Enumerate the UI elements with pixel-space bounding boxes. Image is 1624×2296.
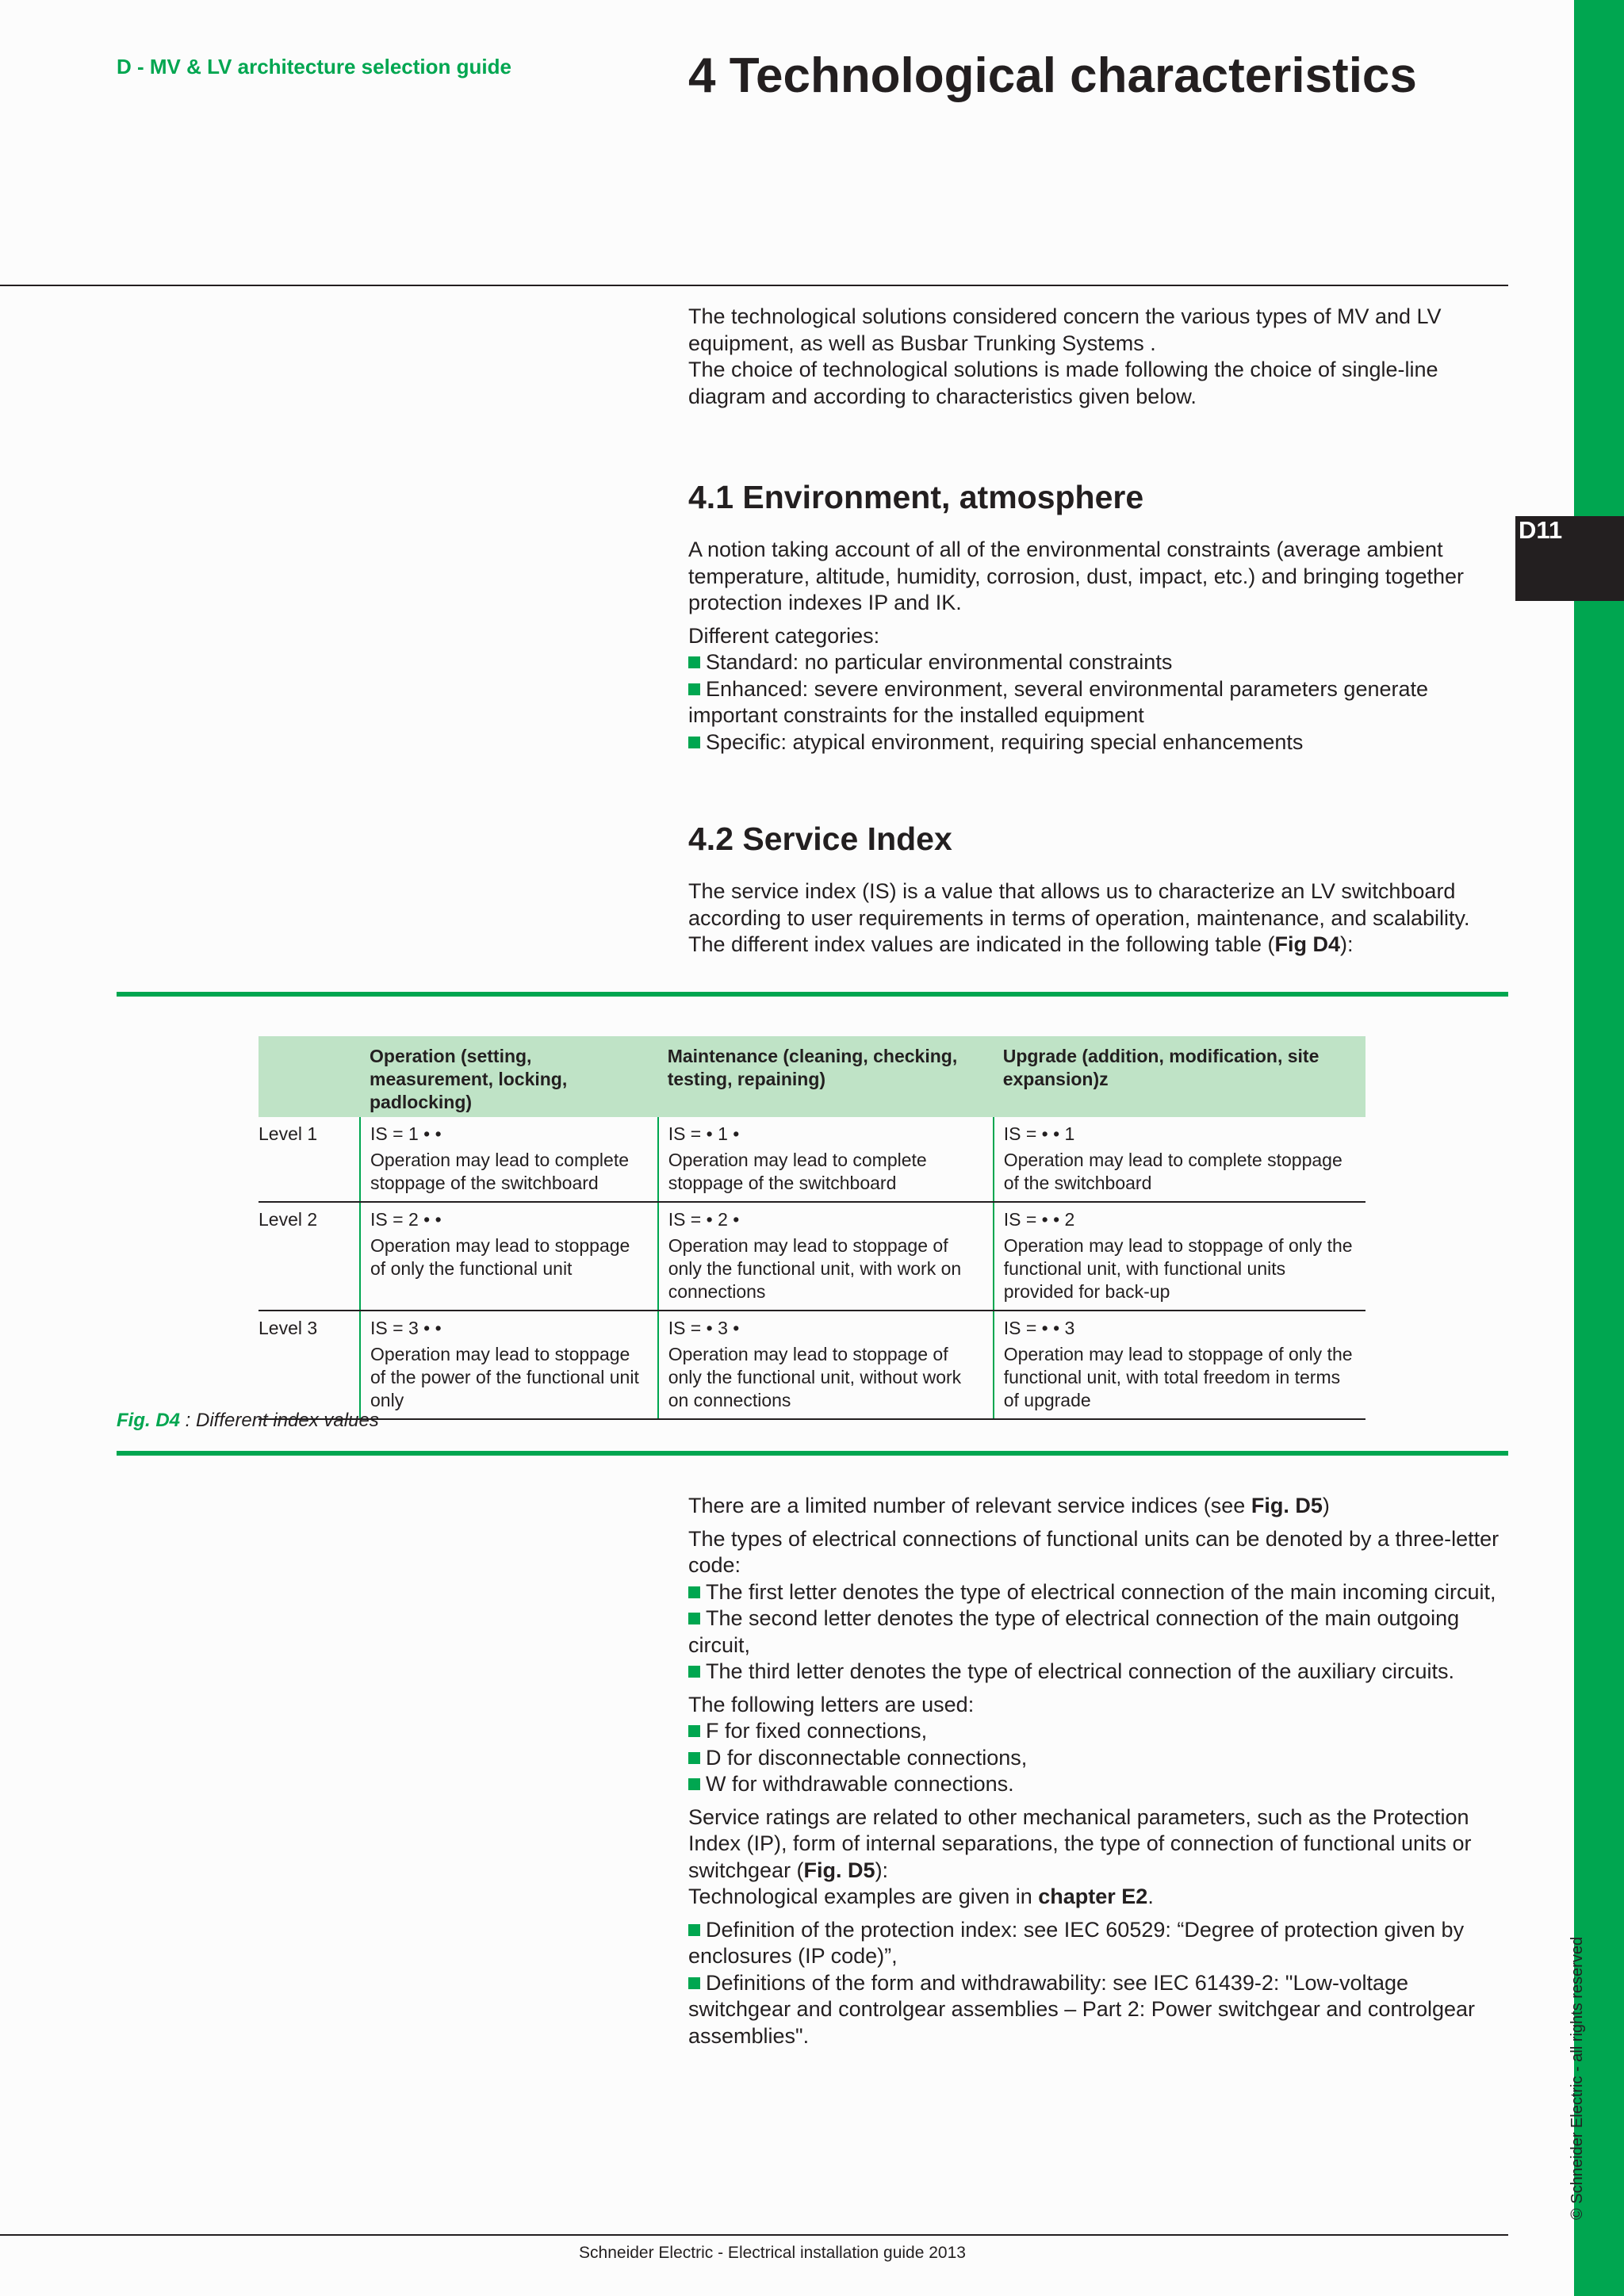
copyright-notice: © Schneider Electric - all rights reserved	[1568, 1936, 1586, 2220]
footer-text: Schneider Electric - Electrical installation guide 2013	[579, 2244, 966, 2262]
table-cell	[994, 1117, 1365, 1202]
section-4-1-title: 4.1 Environment, atmosphere	[688, 479, 1144, 515]
table-header-row	[259, 1036, 1365, 1117]
category-bullet: Standard: no particular environmental constraints	[688, 649, 1505, 676]
figure-bottom-rule	[117, 1451, 1508, 1456]
figure-label: Fig. D4	[117, 1410, 181, 1431]
chapter-e2-reference: chapter E2	[1038, 1885, 1148, 1908]
table-cell	[994, 1311, 1365, 1419]
category-bullet: Specific: atypical environment, requiring special enhancements	[688, 729, 1505, 756]
table-cell	[658, 1117, 994, 1202]
lower-body	[688, 1493, 1505, 2049]
intro-paragraph: The technological solutions considered concern the various types of MV and LV equipment, as well as Busbar Trunking Systems .	[688, 304, 1442, 355]
footer-divider	[0, 2234, 1508, 2236]
service-ratings-paragraph: Service ratings are related to other mechanical parameters, such as the Protection Index (IP), form of internal separations, the type of connection of functional units or switchgear (Fig. D5):	[688, 1804, 1472, 1882]
level-label: Level 3	[259, 1311, 360, 1419]
table-header-cell: Upgrade (addition, modification, site expansion)z	[994, 1036, 1365, 1117]
table-cell	[360, 1117, 658, 1202]
chapter-title: 4 Technological characteristics	[688, 48, 1417, 103]
categories-label: Different categories:	[688, 623, 880, 648]
cell-description: Operation may lead to complete stoppage of the switchboard	[668, 1150, 927, 1193]
service-index-value: IS = • • 1	[1003, 1123, 1075, 1144]
page-number-tab	[1515, 516, 1624, 601]
service-index-value: IS = • 1 •	[668, 1123, 740, 1144]
cell-description: Operation may lead to stoppage of only the functional unit, with functional units provided for back-up	[1003, 1235, 1353, 1302]
service-index-value: IS = • 3 •	[668, 1318, 740, 1338]
letter-bullet: The third letter denotes the type of electrical connection of the auxiliary circuits.	[688, 1659, 1505, 1686]
service-index-value: IS = • • 3	[1003, 1318, 1075, 1338]
service-index-value: IS = • • 2	[1003, 1209, 1075, 1230]
table-cell	[360, 1311, 658, 1419]
table-cell	[658, 1311, 994, 1419]
level-label: Level 1	[259, 1117, 360, 1202]
cell-description: Operation may lead to stoppage of the power of the functional unit only	[370, 1344, 639, 1410]
cell-description: Operation may lead to stoppage of only the functional unit, with total freedom in terms of upgrade	[1003, 1344, 1353, 1410]
intro-block	[688, 304, 1505, 410]
page-footer	[0, 2244, 1624, 2263]
section-4-2-body	[688, 878, 1505, 959]
environment-paragraph: A notion taking account of all of the environmental constraints (average ambient temperature, altitude, humidity, corrosion, dust, impact, etc.) and bringing together protection indexes IP and IK.	[688, 538, 1464, 614]
definition-bullet: Definitions of the form and withdrawability: see IEC 61439-2: "Low-voltage switchgear and controlgear assemblies – Part 2: Power switchgear and controlgear assemblies".	[688, 1970, 1505, 2050]
table-row	[259, 1311, 1365, 1419]
level-label: Level 2	[259, 1202, 360, 1311]
cell-description: Operation may lead to stoppage of only the functional unit, without work on connections	[668, 1344, 962, 1410]
category-bullet: Enhanced: severe environment, several environmental parameters generate important constraints for the installed equipment	[688, 676, 1505, 729]
figure-caption	[117, 1410, 379, 1432]
table-cell	[360, 1202, 658, 1311]
cell-description: Operation may lead to complete stoppage of the switchboard	[370, 1150, 630, 1193]
letter-type-bullet: F for fixed connections,	[688, 1718, 1505, 1745]
service-index-value: IS = 3 • •	[370, 1318, 442, 1338]
service-index-value: IS = 2 • •	[370, 1209, 442, 1230]
figure-top-rule	[117, 992, 1508, 997]
section-header: D - MV & LV architecture selection guide	[117, 55, 511, 78]
letter-type-bullet: W for withdrawable connections.	[688, 1771, 1505, 1798]
letter-bullet: The second letter denotes the type of electrical connection of the main outgoing circuit,	[688, 1605, 1505, 1659]
examples-paragraph: Technological examples are given in chapter E2.	[688, 1885, 1154, 1908]
fig-d4-reference: Fig D4	[1274, 932, 1340, 956]
fig-d5-reference: Fig. D5	[803, 1858, 875, 1882]
table-row	[259, 1202, 1365, 1311]
service-index-table	[259, 1036, 1365, 1420]
fig-d5-reference: Fig. D5	[1251, 1494, 1323, 1517]
letters-used-label: The following letters are used:	[688, 1692, 975, 1716]
table-header-cell: Operation (setting, measurement, locking, padlocking)	[360, 1036, 658, 1117]
letter-bullet: The first letter denotes the type of electrical connection of the main incoming circuit,	[688, 1579, 1505, 1606]
section-4-1-body	[688, 537, 1505, 756]
header-divider	[0, 285, 1508, 286]
letter-type-bullet: D for disconnectable connections,	[688, 1745, 1505, 1772]
definition-bullet: Definition of the protection index: see IEC 60529: “Degree of protection given by enclosures (IP code)”,	[688, 1917, 1505, 1970]
three-letter-code-paragraph: The types of electrical connections of functional units can be denoted by a three-letter code:	[688, 1526, 1500, 1577]
cell-description: Operation may lead to stoppage of only the functional unit	[370, 1235, 630, 1279]
section-4-2-title: 4.2 Service Index	[688, 821, 952, 857]
table-cell	[658, 1202, 994, 1311]
intro-paragraph: The choice of technological solutions is made following the choice of single-line diagram and according to characteristics given below.	[688, 358, 1438, 408]
figure-caption-text: : Different index values	[180, 1410, 379, 1431]
table-header-cell: Maintenance (cleaning, checking, testing, repaining)	[658, 1036, 994, 1117]
table-row	[259, 1117, 1365, 1202]
service-index-value: IS = • 2 •	[668, 1209, 740, 1230]
cell-description: Operation may lead to complete stoppage of the switchboard	[1003, 1150, 1342, 1193]
table-cell	[994, 1202, 1365, 1311]
cell-description: Operation may lead to stoppage of only the functional unit, with work on connections	[668, 1235, 962, 1302]
service-index-value: IS = 1 • •	[370, 1123, 442, 1144]
table-header-cell	[259, 1036, 360, 1117]
relevant-indices-paragraph: There are a limited number of relevant service indices (see Fig. D5)	[688, 1494, 1330, 1517]
page-number: D11	[1519, 516, 1563, 544]
service-index-paragraph: The service index (IS) is a value that allows us to characterize an LV switchboard according to user requirements in terms of operation, maintenance, and scalability. The different index values are indicated in the following table (Fig D4):	[688, 879, 1470, 956]
